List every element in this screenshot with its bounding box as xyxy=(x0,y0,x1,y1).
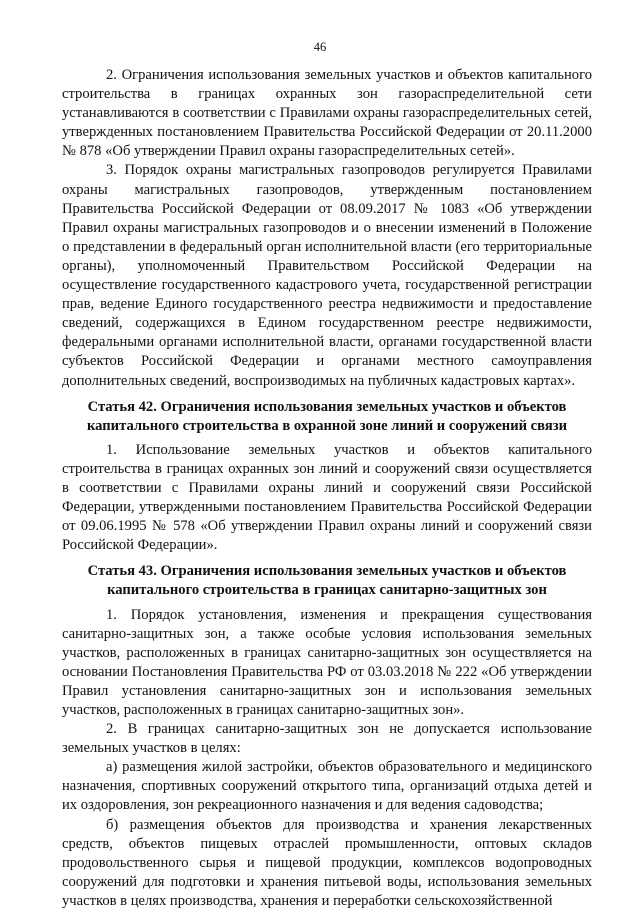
article-42-title-line1: Статья 42. Ограничения использования земельных участков и объектов xyxy=(87,398,567,415)
paragraph-gas-distribution: 2. Ограничения использования земельных участков и объектов капитального строительства в границах охранных зон газораспределительной сети устанавливаются в соответствии с Правилами охраны газораспределительных сетей, утвержденных постановлением Правительства Российской Федерации от 20.11.2000 № 878 «Об утверждении Правил охраны газораспределительных сетей». xyxy=(62,67,592,160)
article-43-paragraph-1: 1. Порядок установления, изменения и прекращения существования санитарно-защитных зон, а также особые условия использования земельных участков, расположенных в границах санитарно-защитных зон осуществляется на основании Постановления Правительства РФ от 03.03.2018 № 222 «Об утверждении Правил установления санитарно-защитных зон и использования земельных участков, расположенных в границах санитарно-защитных зон». xyxy=(62,606,592,718)
article-42-paragraph-1: 1. Использование земельных участков и объектов капитального строительства в границах охранных зон линий и сооружений связи осуществляется в соответствии с Правилами охраны линий и сооружений связи Российской Федерации, утвержденными постановлением Правительства Российской Федерации от 09.06.1995 № 578 «Об утверждении Правил охраны линий и сооружений связи Российской Федерации». xyxy=(62,441,592,554)
paragraph-gas-pipelines: 3. Порядок охраны магистральных газопроводов регулируется Правилами охраны магистральных газопроводов, утвержденным постановлением Правительства Российской Федерации от 08.09.2017 № 1083 «Об утверждении Правил охраны магистральных газопроводов и о внесении изменений в Положение о представлении в федеральный орган исполнительной власти (его территориальные органы), уполномоченный Правительством Российской Федерации на осуществление государственного кадастрового учета, государственной регистрации прав, ведение Единого государственного реестра недвижимости и предоставление сведений, содержащихся в Едином государственном реестре недвижимости, федеральными органами исполнительной власти, органами государственной власти субъектов Российской Федерации и органами местного самоуправления дополнительных сведений, воспроизводимых на публичных кадастровых картах». xyxy=(62,162,592,389)
article-42-heading xyxy=(62,398,592,436)
document-body xyxy=(62,66,592,911)
article-43-item-a: а) размещения жилой застройки, объектов образовательного и медицинского назначения, спортивных сооружений открытого типа, организаций отдыха детей и их оздоровления, зон рекреационного назначения и для ведения садоводства; xyxy=(62,759,592,814)
article-43-item-b: б) размещения объектов для производства и хранения лекарственных средств, объектов пищевых отраслей промышленности, оптовых складов продовольственного сырья и пищевой продукции, комплексов водопроводных сооружений для подготовки и хранения питьевой воды, использования земельных участков в целях производства, хранения и переработки сельскохозяйственной xyxy=(62,816,592,909)
page-number: 46 xyxy=(313,40,327,54)
article-43-paragraph-2: 2. В границах санитарно-защитных зон не допускается использование земельных участков в целях: xyxy=(62,721,592,757)
article-43-title-line1: Статья 43. Ограничения использования земельных участков и объектов xyxy=(87,563,567,580)
article-43-heading xyxy=(62,562,592,600)
article-43-title-line2: капитального строительства в границах санитарно-защитных зон xyxy=(107,582,547,599)
article-42-title-line2: капитального строительства в охранной зоне линий и сооружений связи xyxy=(86,417,568,434)
